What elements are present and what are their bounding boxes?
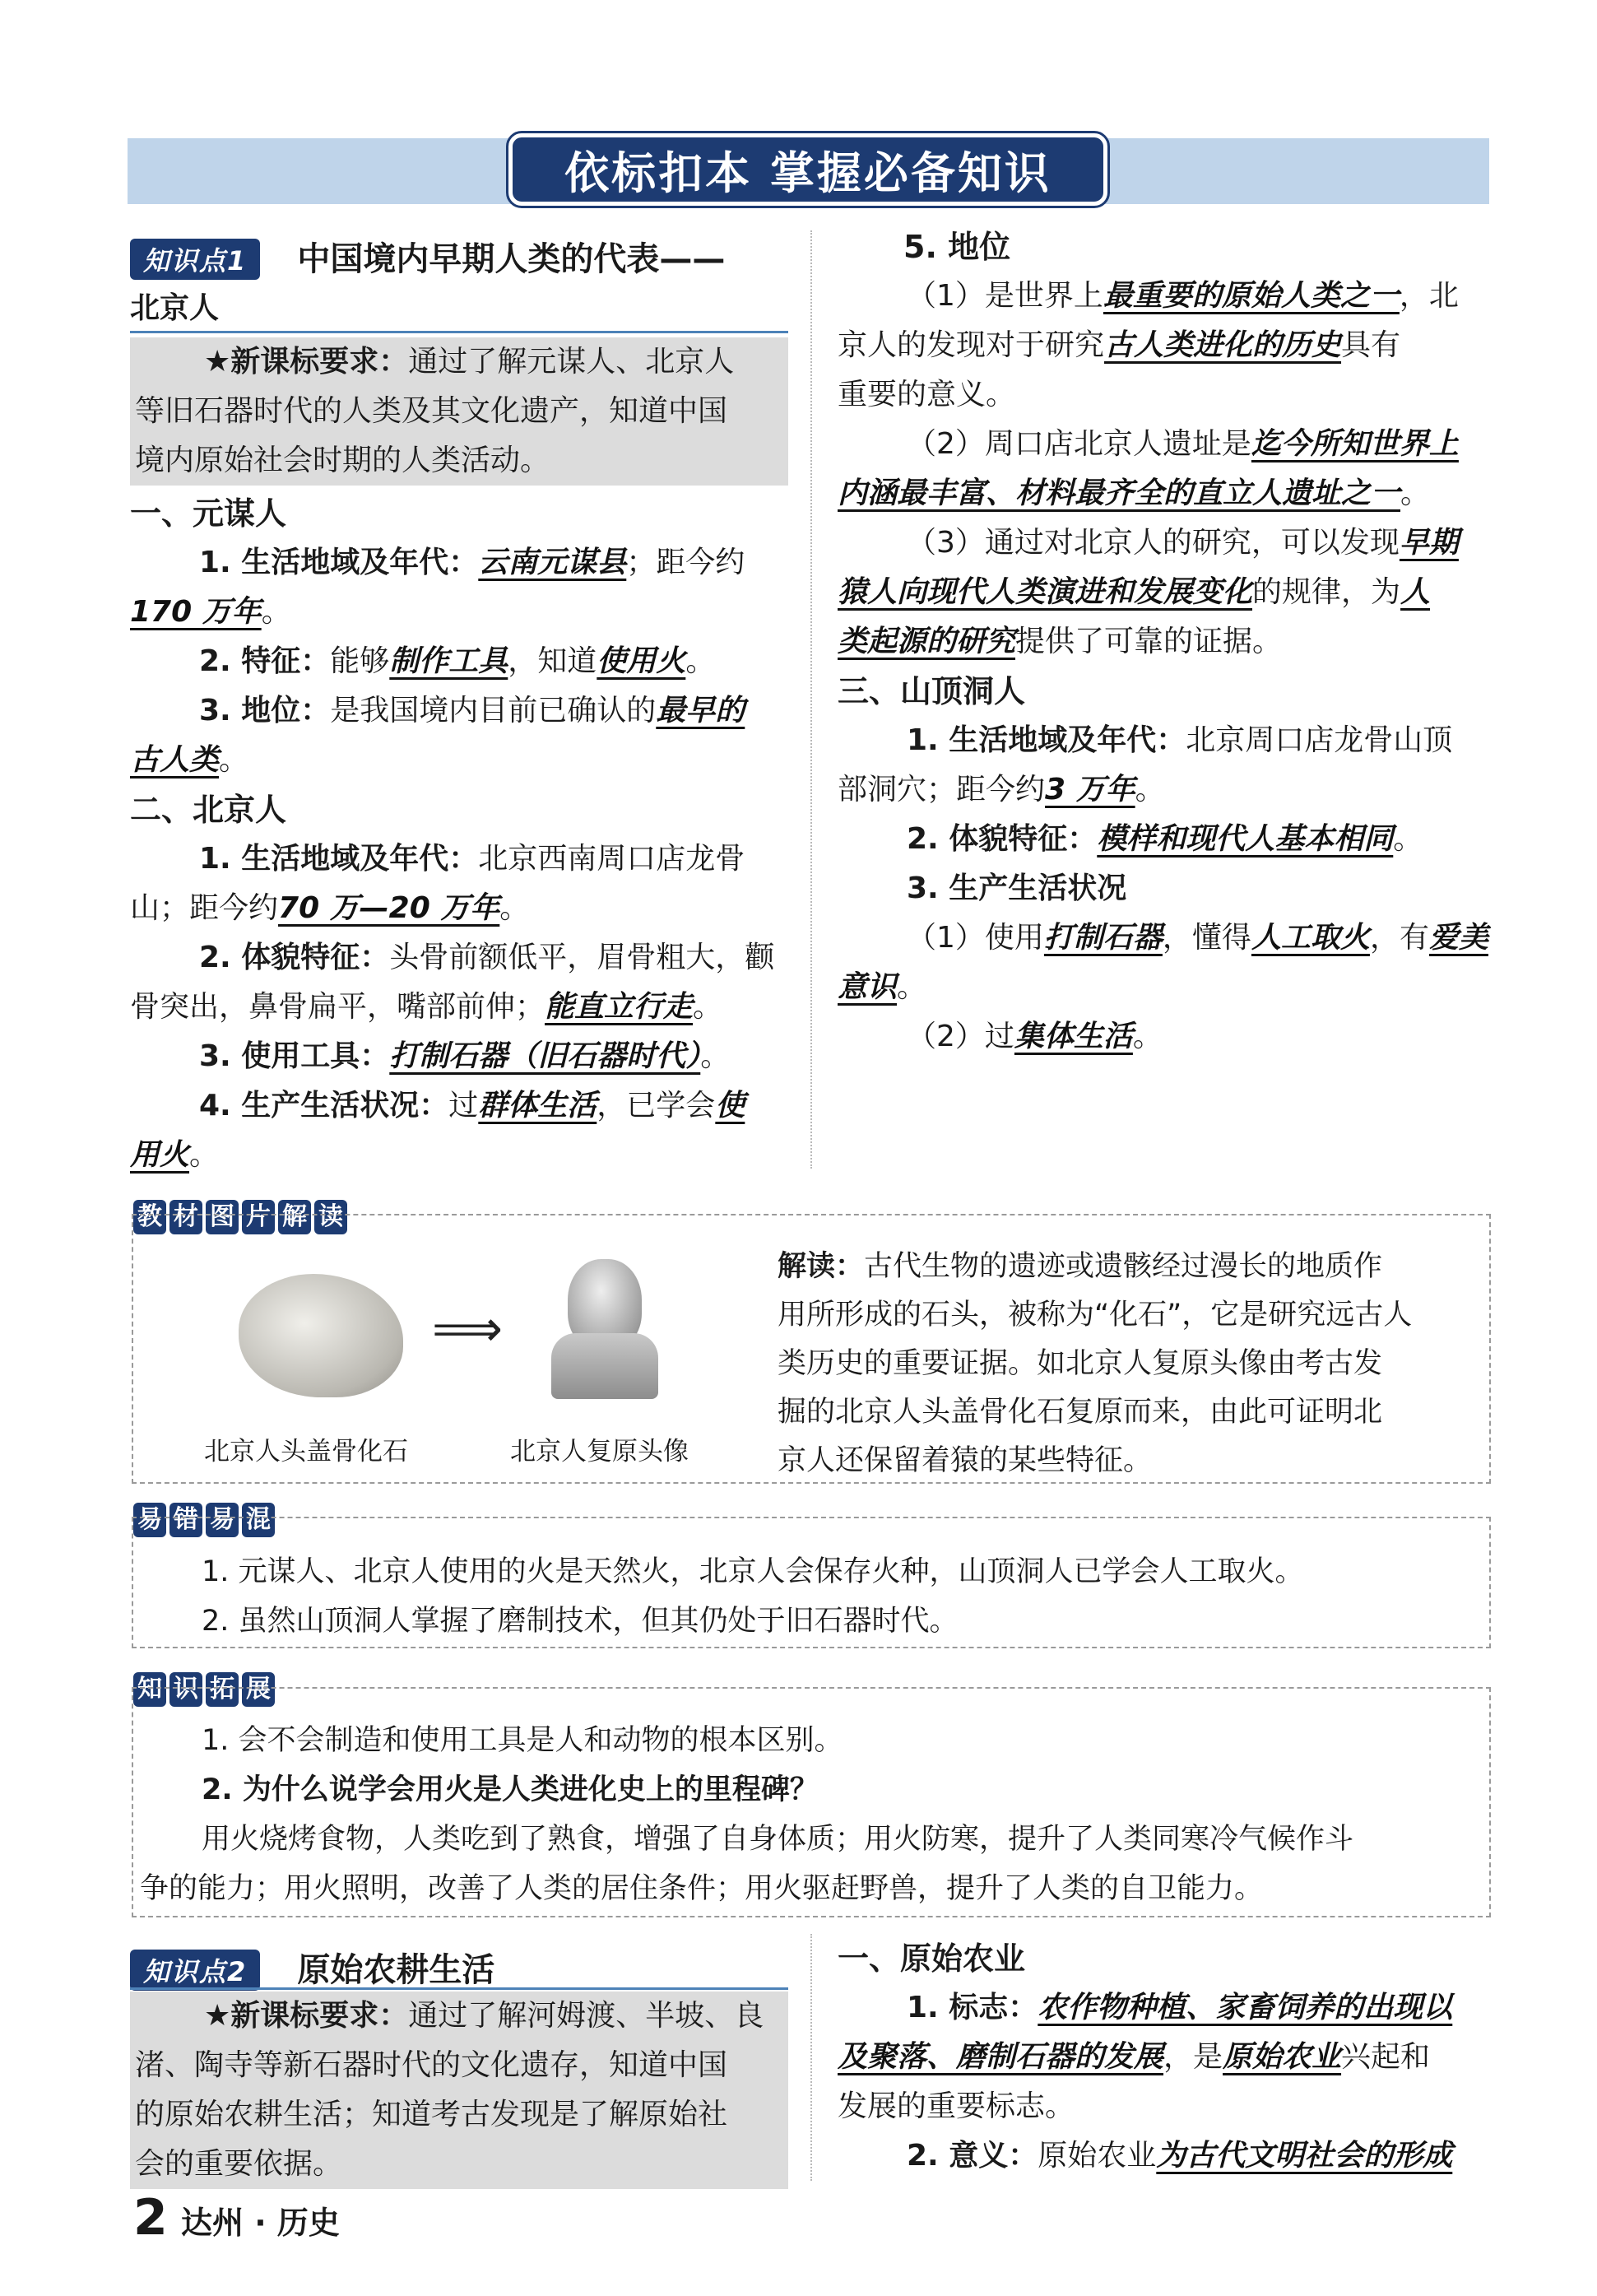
tag-char: 识 bbox=[169, 1672, 202, 1707]
item-label: 3. 地位： bbox=[199, 694, 331, 727]
body-text: 过 bbox=[448, 1089, 479, 1122]
body-text: 。 bbox=[1393, 822, 1423, 856]
tag-char: 展 bbox=[242, 1672, 275, 1707]
page-banner-title: 依标扣本 掌握必备知识 bbox=[508, 133, 1107, 206]
answer-text: 最早的 bbox=[656, 694, 745, 727]
tag-char: 材 bbox=[169, 1200, 202, 1234]
body-text: ，知道 bbox=[508, 644, 597, 678]
req-text: 等旧石器时代的人类及其文化遗产，知道中国 bbox=[135, 394, 728, 428]
req-text: 渚、陶寺等新石器时代的文化遗存，知道中国 bbox=[135, 2048, 728, 2082]
section-heading: 三、山顶洞人 bbox=[838, 673, 1026, 709]
section-heading: 二、北京人 bbox=[130, 792, 287, 828]
tag-char: 拓 bbox=[206, 1672, 239, 1707]
item-label: 1. 生活地域及年代： bbox=[199, 842, 479, 876]
answer-text: 爱美 bbox=[1428, 921, 1488, 955]
body-text: 。 bbox=[1135, 773, 1165, 806]
footer-label: 达州 · 历史 bbox=[181, 2205, 340, 2241]
body-text: 争的能力；用火照明，改善了人类的居住条件；用火驱赶野兽，提升了人类的自卫能力。 bbox=[140, 1872, 1264, 1905]
answer-text: 古人类 bbox=[130, 743, 220, 777]
body-text: 重要的意义。 bbox=[838, 378, 1016, 411]
answer-text: 类起源的研究 bbox=[838, 625, 1016, 658]
body-text: （3）通过对北京人的研究，可以发现 bbox=[907, 526, 1400, 560]
body-text: 。 bbox=[219, 743, 249, 777]
req-label: ★新课标要求： bbox=[204, 345, 409, 379]
answer-text: 早期 bbox=[1399, 526, 1459, 560]
answer-text: 迄今所知世界上 bbox=[1251, 427, 1459, 461]
arrow-icon: ⟹ bbox=[432, 1300, 504, 1358]
answer-text: 最重要的原始人类之一 bbox=[1103, 279, 1400, 313]
body-text: ；距今约 bbox=[626, 546, 745, 579]
body-text: 掘的北京人头盖骨化石复原而来，由此可证明北 bbox=[778, 1396, 1383, 1429]
kp1-title-line2: 北京人 bbox=[130, 291, 220, 325]
body-text: 部洞穴；距今约 bbox=[838, 773, 1046, 806]
kp1-tag: 知识点1 bbox=[130, 239, 260, 280]
answer-text: 打制石器（旧石器时代） bbox=[389, 1039, 701, 1073]
item-label: 2. 体貌特征： bbox=[199, 941, 390, 974]
body-text: 京人还保留着猿的某些特征。 bbox=[778, 1444, 1153, 1477]
answer-text: 集体生活 bbox=[1014, 1020, 1133, 1053]
bust-base-image bbox=[551, 1333, 658, 1399]
kp2-right-body bbox=[838, 1934, 1496, 2181]
answer-text: 制作工具 bbox=[389, 644, 508, 678]
answer-text: 人工取火 bbox=[1251, 921, 1370, 955]
item-label: 2. 体貌特征： bbox=[907, 822, 1098, 856]
body-text: （2）过 bbox=[907, 1020, 1014, 1053]
body-text: 用火烧烤食物，人类吃到了熟食，增强了自身体质；用火防寒，提升了人类同寒冷气候作斗 bbox=[202, 1823, 1354, 1856]
body-text: 的规律，为 bbox=[1252, 575, 1401, 609]
body-text: 1. 会不会制造和使用工具是人和动物的根本区别。 bbox=[202, 1724, 843, 1757]
page-number: 2 bbox=[133, 2189, 168, 2247]
body-text: （2）周口店北京人遗址是 bbox=[907, 427, 1251, 461]
answer-text: 及聚落、磨制石器的发展 bbox=[838, 2040, 1164, 2074]
answer-text: 模样和现代人基本相同 bbox=[1097, 822, 1394, 856]
item-label: 2. 特征： bbox=[199, 644, 331, 678]
column-divider bbox=[810, 1934, 812, 2181]
req-text: 会的重要依据。 bbox=[135, 2147, 343, 2181]
extension-box-text bbox=[140, 1716, 1489, 1913]
kp2-tag: 知识点2 bbox=[130, 1950, 260, 1991]
body-text: 。 bbox=[1400, 476, 1431, 510]
answer-text: 能直立行走 bbox=[545, 990, 694, 1024]
section-heading: 5. 地位 bbox=[903, 229, 1011, 265]
kp1-heading bbox=[130, 233, 725, 280]
req-text: 通过了解元谋人、北京人 bbox=[408, 345, 735, 379]
req-label: ★新课标要求： bbox=[204, 1999, 409, 2033]
tag-char: 知 bbox=[133, 1672, 166, 1707]
item-label: 3. 使用工具： bbox=[199, 1039, 390, 1073]
answer-text: 云南元谋县 bbox=[478, 546, 627, 579]
left-column-body bbox=[130, 489, 788, 1180]
body-text: 古代生物的遗迹或遗骸经过漫长的地质作 bbox=[864, 1250, 1383, 1283]
req-text: 通过了解河姆渡、半坡、良 bbox=[408, 1999, 764, 2033]
body-text: 。 bbox=[700, 1039, 731, 1073]
body-text: 。 bbox=[897, 970, 927, 1004]
tag-char: 教 bbox=[133, 1200, 166, 1234]
body-text: 北京周口店龙骨山顶 bbox=[1186, 723, 1453, 757]
answer-text: 人 bbox=[1400, 575, 1431, 609]
kp2-title: 原始农耕生活 bbox=[297, 1951, 495, 1989]
tag-char: 易 bbox=[206, 1503, 239, 1537]
body-text: ，懂得 bbox=[1162, 921, 1251, 955]
item-label: 1. 标志： bbox=[907, 1991, 1038, 2024]
item-label: 3. 生产生活状况 bbox=[907, 871, 1127, 905]
kp1-requirement bbox=[130, 337, 788, 486]
body-text: 北京西南周口店龙骨 bbox=[478, 842, 745, 876]
tag-char: 读 bbox=[314, 1200, 347, 1234]
req-text: 境内原始社会时期的人类活动。 bbox=[135, 444, 550, 477]
body-text: 。 bbox=[685, 644, 716, 678]
body-text: 发展的重要标志。 bbox=[838, 2089, 1075, 2123]
body-text: 类历史的重要证据。如北京人复原头像由考古发 bbox=[778, 1347, 1383, 1380]
answer-text: 使 bbox=[715, 1089, 745, 1122]
item-label: 1. 生活地域及年代： bbox=[907, 723, 1186, 757]
body-text: 具有 bbox=[1341, 328, 1401, 362]
body-text: 。 bbox=[189, 1138, 220, 1172]
body-text: 提供了可靠的证据。 bbox=[1015, 625, 1283, 658]
tag-char: 图 bbox=[206, 1200, 239, 1234]
caption-skull: 北京人头盖骨化石 bbox=[204, 1437, 408, 1466]
kp2-rule bbox=[130, 1987, 788, 1990]
right-column-body bbox=[838, 222, 1496, 1062]
body-text: 头骨前额低平，眉骨粗大，颧 bbox=[389, 941, 775, 974]
tag-char: 解 bbox=[278, 1200, 311, 1234]
answer-text: 为古代文明社会的形成 bbox=[1156, 2139, 1453, 2173]
item-label: 2. 意义： bbox=[907, 2139, 1038, 2173]
body-text: 2. 虽然山顶洞人掌握了磨制技术，但其仍处于旧石器时代。 bbox=[202, 1605, 959, 1638]
body-text: 1. 元谋人、北京人使用的火是天然火，北京人会保存火种，山顶洞人已学会人工取火。 bbox=[202, 1555, 1304, 1588]
body-text: ，已学会 bbox=[597, 1089, 716, 1122]
body-text: ，有 bbox=[1369, 921, 1429, 955]
tag-char: 混 bbox=[242, 1503, 275, 1537]
body-text: 是我国境内目前已确认的 bbox=[330, 694, 657, 727]
body-text: 。 bbox=[1132, 1020, 1163, 1053]
mistake-box-text bbox=[202, 1547, 1485, 1646]
answer-text: 意识 bbox=[838, 970, 898, 1004]
answer-text: 用火 bbox=[130, 1138, 190, 1172]
tag-char: 片 bbox=[242, 1200, 275, 1234]
interpretation-label: 解读： bbox=[778, 1250, 865, 1283]
answer-text: 群体生活 bbox=[478, 1089, 597, 1122]
body-text: 。 bbox=[693, 990, 723, 1024]
pic-interpretation-text bbox=[778, 1243, 1485, 1485]
answer-text: 原始农业 bbox=[1223, 2040, 1342, 2074]
item-label: 1. 生活地域及年代： bbox=[199, 546, 479, 579]
body-text: 。 bbox=[499, 891, 530, 925]
body-text: 骨突出，鼻骨扁平，嘴部前伸； bbox=[130, 990, 545, 1024]
answer-text: 农作物种植、家畜饲养的出现以 bbox=[1038, 1991, 1453, 2024]
caption-bust: 北京人复原头像 bbox=[510, 1437, 689, 1466]
answer-text: 内涵最丰富、材料最齐全的直立人遗址之一 bbox=[838, 476, 1401, 510]
kp1-title: 中国境内早期人类的代表—— bbox=[297, 240, 726, 278]
body-text: 兴起和 bbox=[1341, 2040, 1431, 2074]
body-text: （1）是世界上 bbox=[907, 279, 1103, 313]
answer-text: 古人类进化的历史 bbox=[1104, 328, 1342, 362]
answer-text: 打制石器 bbox=[1043, 921, 1163, 955]
item-label: 4. 生产生活状况： bbox=[199, 1089, 449, 1122]
body-text: 。 bbox=[261, 595, 291, 629]
answer-text: 170 万年 bbox=[130, 595, 262, 629]
kp2-requirement bbox=[130, 1992, 788, 2189]
tag-char: 错 bbox=[169, 1503, 202, 1537]
body-text: 京人的发现对于研究 bbox=[838, 328, 1105, 362]
answer-text: 猿人向现代人类演进和发展变化 bbox=[838, 575, 1253, 609]
body-text: 山；距今约 bbox=[130, 891, 279, 925]
body-text: ，是 bbox=[1163, 2040, 1223, 2074]
section-heading: 一、原始农业 bbox=[838, 1940, 1026, 1977]
answer-text: 3 万年 bbox=[1045, 773, 1135, 806]
section-heading: 一、元谋人 bbox=[130, 495, 287, 532]
answer-text: 70 万—20 万年 bbox=[278, 891, 500, 925]
kp1-rule bbox=[130, 331, 788, 333]
body-text: 用所形成的石头，被称为“化石”，它是研究远古人 bbox=[778, 1299, 1413, 1332]
answer-text: 使用火 bbox=[597, 644, 686, 678]
body-text: （1）使用 bbox=[907, 921, 1044, 955]
body-text: 能够 bbox=[330, 644, 390, 678]
body-text: 原始农业 bbox=[1038, 2139, 1157, 2173]
req-text: 的原始农耕生活；知道考古发现是了解原始社 bbox=[135, 2098, 728, 2131]
question-text: 2. 为什么说学会用火是人类进化史上的里程碑？ bbox=[202, 1773, 819, 1806]
kp2-heading bbox=[130, 1944, 494, 1991]
body-text: ，北 bbox=[1399, 279, 1459, 313]
tag-char: 易 bbox=[133, 1503, 166, 1537]
column-divider bbox=[810, 230, 812, 1169]
